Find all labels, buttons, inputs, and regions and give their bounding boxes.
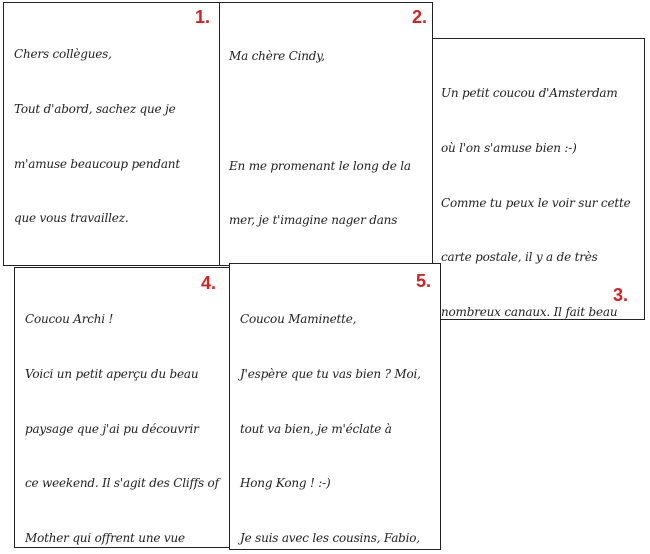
postcard-4 [14, 267, 232, 548]
text-line: Voici un petit aperçu du beau [25, 367, 199, 382]
text-line [229, 102, 417, 120]
text-line: que vous travaillez. [14, 211, 129, 226]
text-line: paysage que j'ai pu découvrir [25, 421, 199, 436]
text-line: Je suis avec les cousins, Fabio, [240, 530, 420, 545]
text-line: Coucou Archi ! [25, 312, 114, 327]
postcard-5 [229, 263, 441, 550]
text-line [14, 264, 204, 266]
text-line: tout va bien, je m'éclate à [240, 421, 392, 436]
text-line: Coucou Maminette, [240, 312, 357, 327]
card-text-3 [441, 48, 631, 320]
card-text-1 [14, 9, 204, 266]
text-line: Ma chère Cindy, [229, 49, 325, 64]
text-line: carte postale, il y a de très [441, 250, 598, 265]
text-line: Chers collègues, [14, 47, 112, 62]
card-text-2 [229, 11, 417, 266]
text-line: Mother qui offrent une vue [25, 530, 185, 545]
postcard-3 [432, 38, 645, 320]
text-line: Hong Kong ! :-) [240, 476, 331, 491]
card-number-5: 5. [416, 271, 432, 291]
card-number-4: 4. [201, 273, 217, 293]
text-line: Tout d'abord, sachez que je [14, 102, 176, 117]
card-number-1: 1. [195, 7, 211, 27]
card-number-3: 3. [613, 285, 629, 305]
text-line: Comme tu peux le voir sur cette [441, 195, 631, 210]
text-line: J'espère que tu vas bien ? Moi, [240, 367, 421, 382]
text-line: ce weekend. Il s'agit des Cliffs of [25, 476, 219, 491]
postcard-1 [3, 2, 221, 266]
card-number-2: 2. [412, 7, 428, 27]
text-line: En me promenant le long de la [229, 158, 411, 173]
text-line: où l'on s'amuse bien :-) [441, 141, 577, 156]
text-line: nombreux canaux. Il fait beau [441, 304, 618, 319]
card-text-5 [240, 274, 422, 550]
text-line: Un petit coucou d'Amsterdam [441, 86, 618, 101]
text-line: m'amuse beaucoup pendant [14, 156, 180, 171]
postcard-2 [219, 2, 433, 266]
text-line: mer, je t'imagine nager dans [229, 213, 398, 228]
card-text-4 [25, 274, 219, 548]
